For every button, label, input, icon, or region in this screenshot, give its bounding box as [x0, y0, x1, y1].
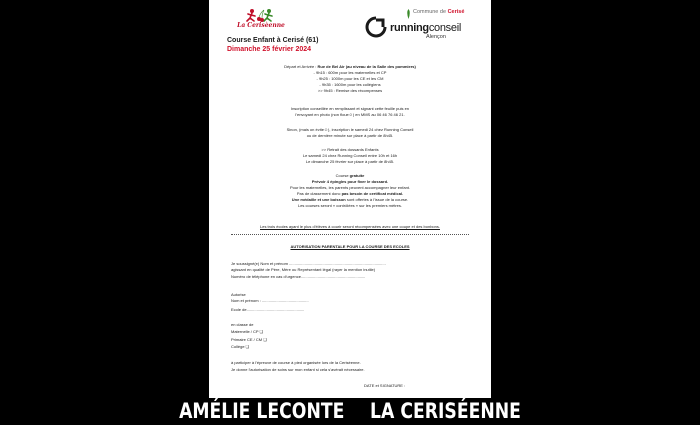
running-conseil-icon — [365, 16, 387, 38]
medaille: Une médaille et une boisson sont offertes à l'issue de la course. — [291, 197, 409, 202]
form-classe-label: en classe de — [231, 322, 254, 327]
checkbox-maternelle-cp[interactable]: Maternelle / CP ❑ — [231, 329, 264, 334]
sinon-2: ou de dernière minute sur place à partir de 8h45. — [306, 133, 394, 138]
form-qualite: agissant en qualité de Père, Mère ou Représentant légal (rayer la mention inutile) — [231, 267, 376, 272]
caption-event: LA CERISÉENNE — [370, 399, 521, 423]
retrait-1: >> Retrait des dossards Enfants — [321, 147, 379, 152]
form-soins: Je donne l'autorisation de soins sur mon enfant si cela s'avérait nécessaire. — [231, 367, 365, 372]
commune-leaf-icon — [405, 8, 412, 20]
commune-label: Commune de — [413, 9, 447, 15]
schedule-2: - 9h25 : 1000m pour les CE et les CM — [316, 76, 384, 81]
left-logo-text: La Cerisèenne — [237, 22, 285, 29]
rc-brand-bold: running — [390, 22, 429, 34]
rc-brand-light: conseil — [428, 22, 461, 34]
checkbox-primaire[interactable]: Primaire CE / CM ❑ — [231, 337, 267, 342]
retrait-2: Le samedi 24 chez Running Conseil entre 10h et 16h — [302, 153, 398, 158]
running-conseil-wordmark — [390, 22, 461, 34]
form-autorise: Autorise — [231, 292, 246, 297]
checkbox-college[interactable]: Collège ❑ — [231, 344, 250, 349]
event-date: Dimanche 25 février 2024 — [227, 46, 312, 53]
flyer-document — [209, 0, 491, 398]
inscription-1: Inscription conseillée en remplissant et signant cette feuille puis en — [290, 106, 410, 111]
commune-logo — [413, 9, 464, 15]
ecoles-recompense: Les trois écoles ayant le plus d'élèves à courir seront récompensées avec une coupe et des bonbons. — [260, 224, 440, 229]
depart-line: Départ et Arrivée : Rue de Bel Air (au niveau de la Salle des pommiers) — [284, 64, 416, 69]
form-nom-parent[interactable]: Je soussigné(e) Nom et prénom ....................................................................................... — [231, 261, 386, 266]
form-telephone[interactable]: Numéro de téléphone en cas d'urgence.......................................................... — [231, 274, 366, 279]
event-title: Course Enfant à Cerisé (61) — [227, 37, 319, 44]
cerisienne-logo — [231, 6, 291, 34]
course-free: Course gratuite — [335, 173, 365, 178]
divider — [231, 234, 469, 235]
schedule-4: >> 9h45 : Remise des récompenses — [317, 88, 383, 93]
inscription-2: l'envoyant en photo (non floue☺) en MMS au 06 46 76 46 21. — [295, 112, 405, 117]
form-signature: DATE et SIGNATURE : — [364, 383, 406, 388]
caption-name: AMÉLIE LECONTE — [179, 399, 345, 423]
depart-location: Rue de Bel Air (au niveau de la Salle des pommiers) — [317, 64, 416, 69]
parents: Pour les maternelles, les parents peuvent accompagner leur enfant. — [289, 185, 411, 190]
caption-bar — [63, 398, 637, 425]
schedule-3: - 9h35 : 1600m pour les collégiens — [319, 82, 381, 87]
commune-name: Cerisé — [447, 9, 465, 15]
retrait-3: Le dimanche 25 février sur place à partir de 8h45. — [305, 159, 395, 164]
controles: Les courses seront « contrôlées » sur les premiers mètres. — [297, 203, 403, 208]
form-ecole[interactable]: Ecole de.................................................... — [231, 307, 305, 312]
rc-city: Alençon — [426, 34, 446, 40]
form-title: AUTORISATION PARENTALE POUR LA COURSE DES ECOLES — [290, 244, 410, 249]
sinon-1: Sinon, (mais on évite☺), inscription le samedi 24 chez Running Conseil — [286, 127, 414, 132]
form-participer: à participer à l'épreuve de course à pied organisée lors de la Cerisèenne. — [231, 360, 361, 365]
schedule-1: - 9h15 : 600m pour les maternelles et CP — [313, 70, 387, 75]
classement: Pas de classement donc pas besoin de certificat médical. — [296, 191, 404, 196]
epingles: Prévoir 4 épingles pour fixer le dossard. — [311, 179, 389, 184]
form-nom-enfant[interactable]: Nom et prénom : .......................................... — [231, 298, 309, 303]
